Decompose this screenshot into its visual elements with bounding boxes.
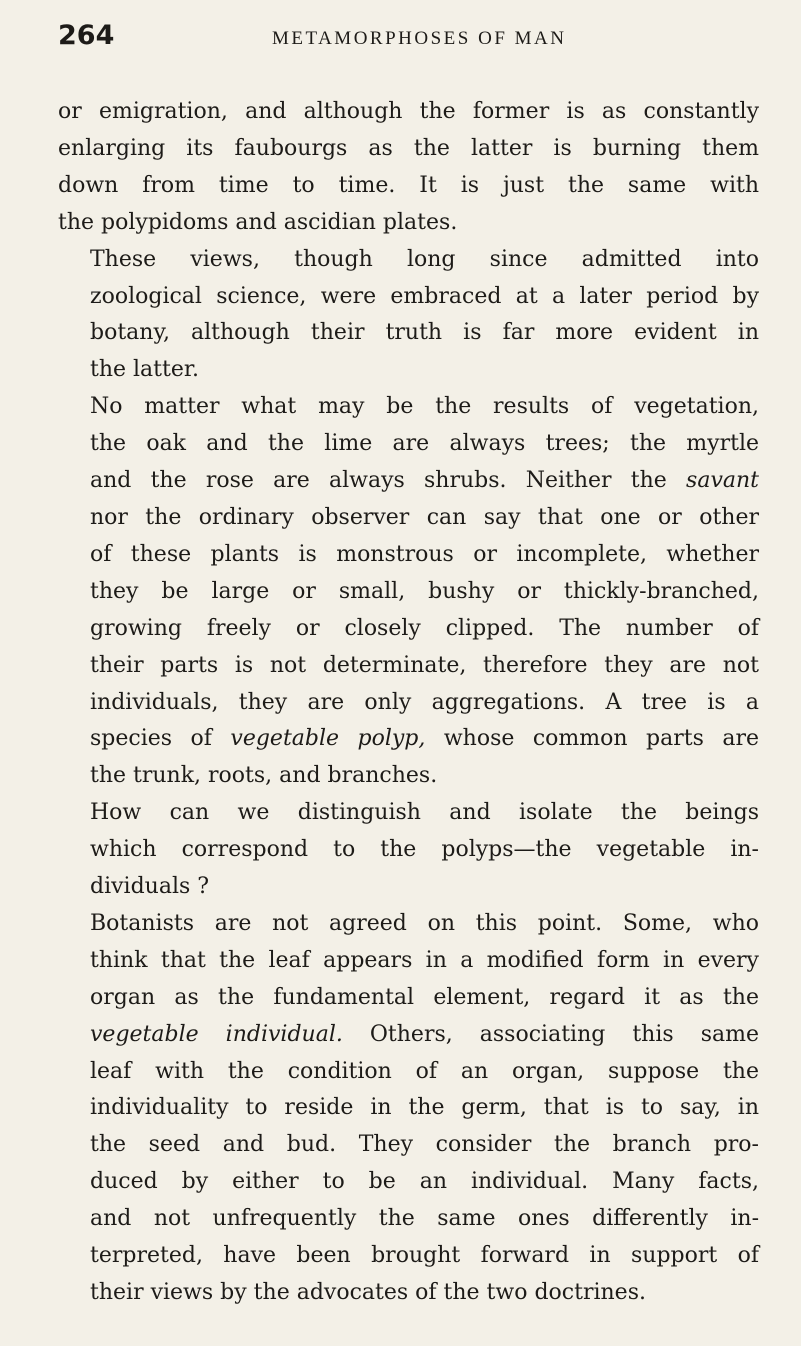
text-line: zoological science, were embraced at a later period by [90, 283, 759, 309]
paragraph [58, 94, 759, 242]
text-line: nor the ordinary observer can say that one or other [90, 504, 759, 530]
paragraph [58, 389, 759, 795]
text-line: individuals, they are only aggregations. A tree is a [90, 689, 759, 715]
text-line: their parts is not determinate, therefore they are not [90, 652, 759, 678]
text-line: which correspond to the polyps—the vegetable in- [90, 837, 759, 863]
italic-text: vegetable polyp, [230, 726, 426, 752]
text-line: vegetable individual. Others, associating this same [90, 1021, 759, 1047]
text-line: down from time to time. It is just the same with [58, 172, 759, 198]
text-line: and not unfrequently the same ones differently in- [90, 1206, 759, 1232]
text-line: Botanists are not agreed on this point. Some, who [90, 910, 759, 936]
text-line: think that the leaf appears in a modified form in every [90, 947, 759, 973]
text-line: No matter what may be the results of vegetation, [90, 394, 759, 420]
italic-text: savant [686, 468, 759, 494]
running-head: METAMORPHOSES OF MAN [272, 28, 567, 49]
text-line: and the rose are always shrubs. Neither the savant [90, 468, 759, 494]
text-line: terpreted, have been brought forward in support of [90, 1243, 759, 1269]
text-line: the seed and bud. They consider the branch pro- [90, 1132, 759, 1158]
text-line: or emigration, and although the former is as constantly [58, 99, 759, 124]
text-line: of these plants is monstrous or incomplete, whether [90, 541, 759, 567]
body-text [58, 94, 759, 1312]
text-line: duced by either to be an individual. Many facts, [90, 1169, 759, 1195]
text-line: the trunk, roots, and branches. [90, 763, 438, 789]
text-line: the latter. [90, 357, 199, 383]
text-line: botany, although their truth is far more evident in [90, 320, 759, 346]
page-header [58, 20, 759, 72]
paragraph [58, 795, 759, 906]
text-line: the polypidoms and ascidian plates. [58, 209, 458, 235]
text-line: their views by the advocates of the two doctrines. [90, 1280, 646, 1305]
text-line: the oak and the lime are always trees; the myrtle [90, 431, 759, 457]
text-line: enlarging its faubourgs as the latter is burning them [58, 135, 759, 161]
text-line: they be large or small, bushy or thickly-branched, [90, 578, 759, 604]
text-line: individuality to reside in the germ, that is to say, in [90, 1095, 759, 1121]
page-number: 264 [58, 20, 115, 51]
paragraph [58, 242, 759, 390]
italic-text: vegetable individual. [90, 1021, 343, 1047]
text-line: species of vegetable polyp, whose common parts are [90, 726, 759, 752]
text-line: dividuals ? [90, 874, 210, 900]
text-line: These views, though long since admitted into [90, 246, 759, 272]
text-line: leaf with the condition of an organ, suppose the [90, 1058, 759, 1084]
text-line: organ as the fundamental element, regard it as the [90, 984, 759, 1010]
paragraph [58, 906, 759, 1312]
text-line: growing freely or closely clipped. The number of [90, 615, 759, 641]
text-line: How can we distinguish and isolate the beings [90, 800, 759, 826]
